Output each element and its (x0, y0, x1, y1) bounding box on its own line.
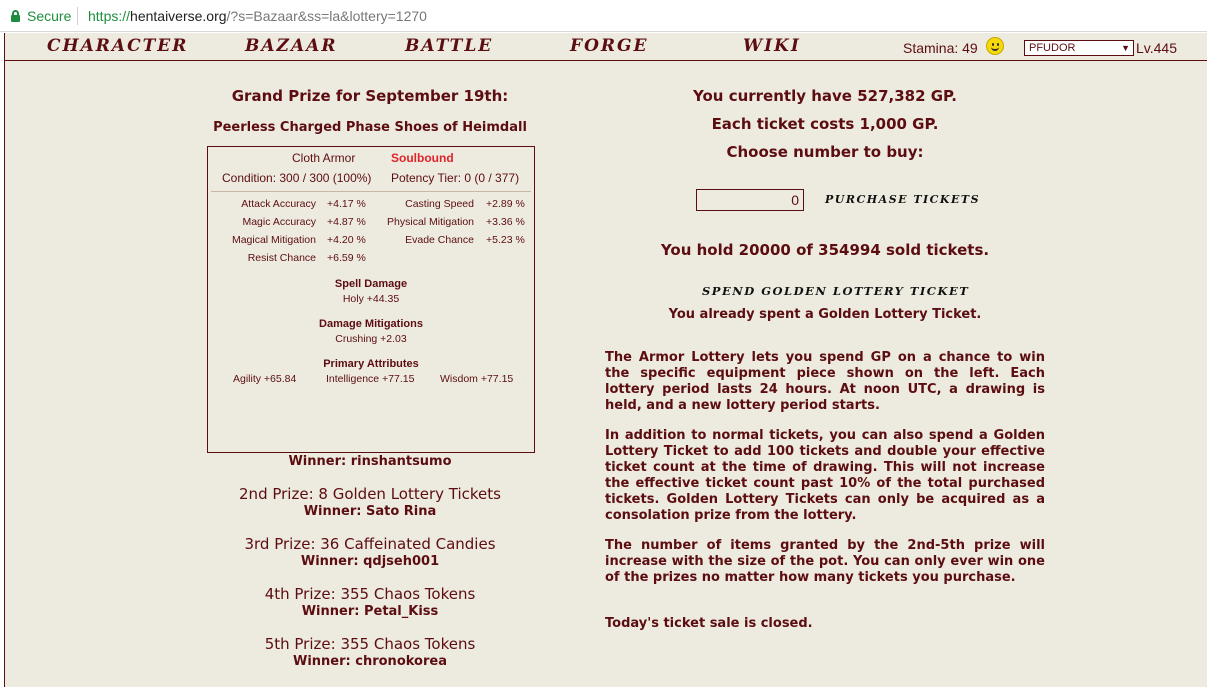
prize-3: 3rd Prize: 36 Caffeinated Candies (244, 535, 496, 553)
spell-damage-title: Spell Damage (334, 278, 408, 290)
purchase-tickets-button[interactable]: PURCHASE TICKETS (825, 193, 981, 206)
attr-wisdom: Wisdom +77.15 (440, 373, 514, 385)
attr-agility: Agility +65.84 (233, 373, 297, 385)
soulbound-label: Soulbound (391, 151, 454, 165)
stat-label: Physical Mitigation (387, 216, 474, 228)
menu-bazaar[interactable]: BAZAAR (245, 36, 338, 56)
menu-character[interactable]: CHARACTER (47, 36, 189, 56)
gp-balance: You currently have 527,382 GP. (693, 87, 957, 105)
prize-4: 4th Prize: 355 Chaos Tokens (264, 585, 476, 603)
condition: Condition: 300 / 300 (100%) (222, 171, 372, 185)
url-text[interactable]: https://hentaiverse.org/?s=Bazaar&ss=la&lottery=1270 (88, 8, 427, 24)
ticket-quantity-input[interactable]: 0 (696, 189, 804, 211)
menu-forge[interactable]: FORGE (570, 36, 649, 56)
grand-prize-title: Grand Prize for September 19th: (231, 87, 509, 105)
info-paragraph-1: The Armor Lottery lets you spend GP on a chance to win the specific equipment piece shown on the left. Each lottery period lasts 24 hours. At noon UTC, a drawing is held, and a new lottery period starts. (605, 350, 1045, 413)
stat-value: +2.89 % (486, 198, 525, 210)
dropdown-arrow-icon: ▼ (1121, 43, 1130, 53)
item-name: Peerless Charged Phase Shoes of Heimdall (213, 120, 527, 135)
damage-mitigations-value: Crushing +2.03 (335, 333, 407, 345)
secure-label: Secure (27, 8, 72, 24)
main-menu (5, 33, 1207, 61)
primary-attributes-title: Primary Attributes (323, 358, 419, 370)
stat-label: Evade Chance (405, 234, 474, 246)
potency-tier: Potency Tier: 0 (0 / 377) (391, 171, 520, 185)
tickets-held: You hold 20000 of 354994 sold tickets. (660, 241, 990, 259)
spell-damage-value: Holy +44.35 (342, 293, 400, 305)
menu-wiki[interactable]: WIKI (743, 36, 801, 56)
stat-value: +5.23 % (486, 234, 525, 246)
stat-value: +6.59 % (327, 252, 366, 264)
damage-mitigations-title: Damage Mitigations (319, 318, 423, 330)
info-paragraph-3: The number of items granted by the 2nd-5th prize will increase with the size of the pot. You can only ever win one of the prizes no matter how many tickets you purchase. (605, 538, 1045, 585)
equip-type: Cloth Armor (292, 151, 356, 165)
prize-4-winner: Winner: Petal_Kiss (301, 604, 439, 619)
prize-2-winner: Winner: Sato Rina (303, 504, 437, 519)
stat-label: Magic Accuracy (242, 216, 316, 228)
menu-battle[interactable]: BATTLE (405, 36, 494, 56)
stamina-readout: Stamina: 49 (903, 40, 978, 56)
grand-winner: Winner: rinshantsumo (288, 454, 452, 469)
game-page (4, 33, 1207, 687)
level-readout: Lv.445 (1136, 40, 1177, 56)
stat-label: Casting Speed (405, 198, 474, 210)
golden-ticket-status: You already spent a Golden Lottery Ticket. (668, 307, 982, 322)
prize-2: 2nd Prize: 8 Golden Lottery Tickets (239, 485, 501, 503)
persona-select[interactable]: PFUDOR ▼ (1024, 40, 1134, 56)
choose-label: Choose number to buy: (726, 143, 924, 161)
stat-value: +3.36 % (486, 216, 525, 228)
equipment-box (207, 146, 535, 453)
stat-value: +4.87 % (327, 216, 366, 228)
stat-label: Resist Chance (247, 252, 316, 264)
stat-label: Magical Mitigation (231, 234, 316, 246)
stat-label: Attack Accuracy (241, 198, 316, 210)
stat-value: +4.17 % (327, 198, 366, 210)
prize-3-winner: Winner: qdjseh001 (300, 554, 440, 569)
lock-icon (11, 10, 20, 22)
divider (211, 191, 531, 192)
attr-intelligence: Intelligence +77.15 (326, 373, 415, 385)
smiley-icon (986, 37, 1004, 55)
address-bar[interactable] (0, 0, 1207, 32)
address-separator (77, 7, 78, 25)
ticket-cost: Each ticket costs 1,000 GP. (711, 115, 939, 133)
prize-5: 5th Prize: 355 Chaos Tokens (264, 635, 476, 653)
stat-value: +4.20 % (327, 234, 366, 246)
info-paragraph-2: In addition to normal tickets, you can also spend a Golden Lottery Ticket to add 100 tickets and double your effective ticket count at the time of drawing. This will not increase the effective ticket count past 10% of the total purchased tickets. Golden Lottery Tickets can only be acquired as a consolation prize from the lottery. (605, 428, 1045, 523)
spend-golden-ticket-button[interactable]: SPEND GOLDEN LOTTERY TICKET (702, 284, 970, 298)
prize-5-winner: Winner: chronokorea (293, 654, 447, 669)
sale-closed-notice: Today's ticket sale is closed. (605, 616, 813, 631)
